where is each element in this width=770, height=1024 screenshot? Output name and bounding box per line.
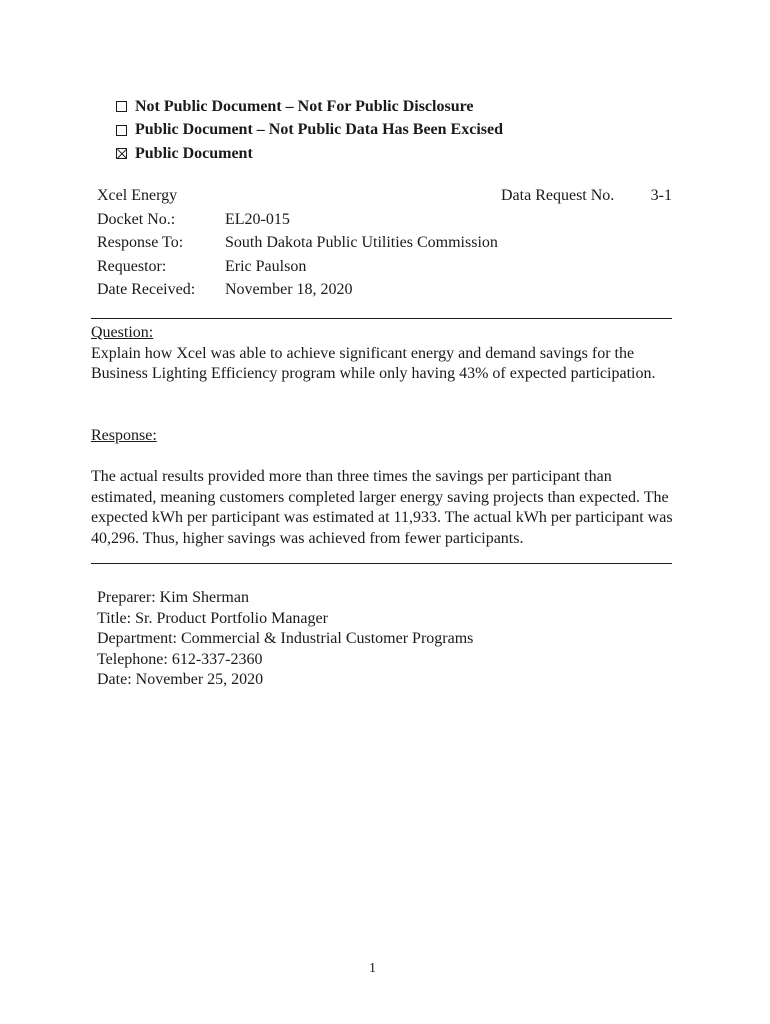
preparer-telephone: Telephone: 612-337-2360 <box>97 650 263 668</box>
header-field-docket <box>97 208 672 232</box>
question-text: Explain how Xcel was able to achieve significant energy and demand savings for the Business Lighting Efficiency program while only having 43% of expected participation. <box>91 344 656 382</box>
classification-label: Not Public Document – Not For Public Disclosure <box>135 97 474 115</box>
field-label: Response To: <box>97 234 184 251</box>
page-number: 1 <box>369 961 376 976</box>
classification-option-not-public <box>116 95 503 119</box>
response-section <box>91 426 681 549</box>
question-section <box>91 323 681 385</box>
field-label: Date Received: <box>97 281 196 298</box>
classification-label: Public Document – Not Public Data Has Been Excised <box>135 121 503 139</box>
spacer <box>91 447 681 468</box>
question-heading: Question: <box>91 324 154 341</box>
field-label: Requestor: <box>97 257 167 275</box>
response-text: The actual results provided more than three times the savings per participant than estimated, meaning customers completed larger energy saving projects than expected. The expected kWh per participant was estimated at 11,933. The actual kWh per participant was 40,296. Thus, higher savings was achieved from fewer participants. <box>91 468 673 547</box>
classification-option-public <box>116 142 503 166</box>
checkbox-public-checked <box>116 148 127 159</box>
field-value: November 18, 2020 <box>225 281 353 298</box>
field-value: EL20-015 <box>225 210 290 228</box>
checkbox-excised <box>116 125 127 136</box>
preparer-title: Title: Sr. Product Portfolio Manager <box>97 609 328 627</box>
classification-label: Public Document <box>135 144 253 162</box>
data-request-label: Data Request No. <box>501 187 615 204</box>
field-label: Docket No.: <box>97 210 176 228</box>
separator-rule-top <box>91 318 672 319</box>
preparer-date: Date: November 25, 2020 <box>97 671 264 688</box>
header-field-requestor <box>97 255 672 279</box>
checkbox-not-public <box>116 101 127 112</box>
classification-option-excised <box>116 119 503 143</box>
classification-checkboxes <box>116 95 503 166</box>
company-name: Xcel Energy <box>97 187 178 204</box>
data-request-number: 3-1 <box>650 187 672 204</box>
separator-rule-bottom <box>91 563 672 564</box>
preparer-block <box>97 588 473 691</box>
field-value: South Dakota Public Utilities Commission <box>225 234 498 251</box>
header-company-row <box>97 184 672 208</box>
preparer-department: Department: Commercial & Industrial Customer Programs <box>97 630 474 647</box>
request-header <box>97 184 672 302</box>
preparer-name: Preparer: Kim Sherman <box>97 589 249 606</box>
field-value: Eric Paulson <box>225 257 307 275</box>
header-field-date-received <box>97 278 672 302</box>
response-heading: Response: <box>91 427 157 444</box>
header-field-response-to <box>97 231 672 255</box>
